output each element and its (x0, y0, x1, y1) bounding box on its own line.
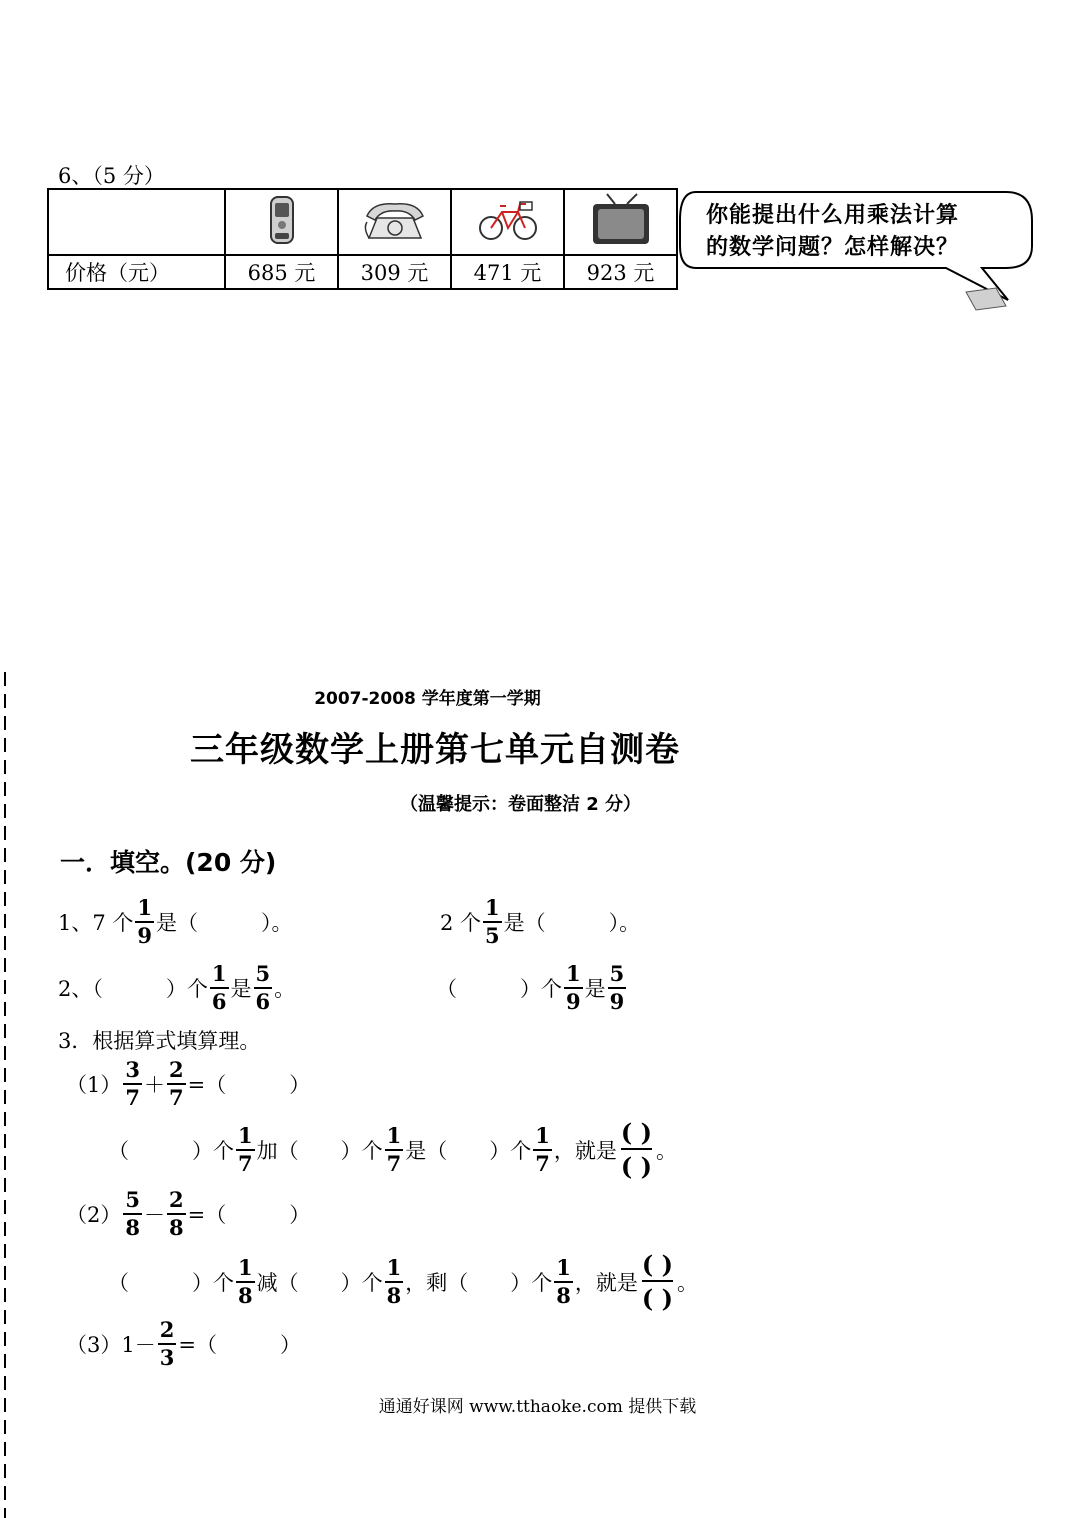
fraction (483, 896, 502, 948)
denominator: 9 (566, 989, 581, 1014)
telephone-icon (363, 198, 427, 242)
fraction (385, 1124, 404, 1176)
text: ，剩（ ）个 (405, 1271, 553, 1295)
numerator: 5 (609, 961, 625, 986)
denominator: 9 (609, 989, 625, 1014)
numerator: 5 (125, 1187, 140, 1212)
denominator: 8 (169, 1215, 184, 1240)
table-row (48, 255, 677, 289)
table-row (48, 189, 677, 255)
denominator: 3 (159, 1345, 175, 1370)
fraction (158, 1318, 177, 1370)
fraction (210, 962, 229, 1014)
fraction (167, 1188, 186, 1240)
tip-text: （温馨提示：卷面整洁 2 分） (400, 794, 642, 815)
denominator: 5 (485, 923, 500, 948)
operator: － (144, 1203, 165, 1227)
denominator: 8 (386, 1283, 402, 1308)
numerator: 1 (137, 895, 153, 920)
bubble-line: 你能提出什么用乘法计算 (706, 203, 960, 228)
numerator: 3 (125, 1057, 140, 1082)
bubble-line: 的数学问题？怎样解决？ (706, 235, 960, 260)
question-3-part1-reason (108, 1118, 677, 1182)
text: （ ）个 (108, 1271, 234, 1295)
text: 是（ ）。 (503, 911, 641, 935)
text: 加（ ）个 (256, 1139, 383, 1163)
text: ，就是 (574, 1271, 638, 1295)
denominator: 8 (556, 1283, 571, 1308)
bubble-text (706, 200, 1026, 264)
table-cell (451, 189, 564, 255)
table-cell (338, 189, 451, 255)
text: 2 个 (440, 911, 482, 935)
denominator: 7 (169, 1085, 184, 1110)
fraction (554, 1256, 573, 1308)
numerator: 2 (169, 1057, 184, 1082)
denominator: 6 (255, 989, 271, 1014)
footer-text: 通通好课网 www.tthaoke.com 提供下载 (378, 1397, 697, 1417)
fraction (385, 1256, 404, 1308)
numerator: 1 (238, 1255, 253, 1280)
section-heading: 一．填空。(20 分) (60, 848, 277, 877)
text: 。 (274, 977, 296, 1001)
numerator: 1 (485, 895, 500, 920)
fraction (608, 962, 627, 1014)
fraction (533, 1124, 552, 1176)
text: 是（ ）。 (156, 911, 293, 935)
numerator: 1 (566, 961, 581, 986)
question-3-heading: 3．根据算式填算理。 (58, 1029, 261, 1053)
term-heading: 2007-2008 学年度第一学期 (314, 689, 541, 709)
fraction (236, 1124, 255, 1176)
question-2a (58, 962, 295, 1014)
question-2b (436, 962, 628, 1014)
fraction (254, 962, 273, 1014)
fraction (236, 1256, 255, 1308)
price-cell: 685 元 (225, 255, 338, 289)
numerator: ( ) (641, 1250, 673, 1279)
price-cell: 471 元 (451, 255, 564, 289)
text: =（ ） (187, 1073, 311, 1097)
numerator: 1 (386, 1123, 402, 1148)
text: （3）1－ (66, 1333, 156, 1357)
fraction (123, 1058, 142, 1110)
table-corner-cell (48, 189, 225, 255)
mobile-phone-icon (269, 195, 295, 245)
text: （1） (66, 1073, 122, 1097)
text: 是 (230, 977, 252, 1001)
blank-fraction (642, 1250, 673, 1314)
bicycle-icon (478, 198, 538, 242)
question-6-label: 6、（5 分） (58, 164, 165, 188)
text: =（ ） (187, 1203, 311, 1227)
numerator: 1 (238, 1123, 253, 1148)
denominator: 7 (238, 1151, 253, 1176)
denominator: ( ) (642, 1280, 673, 1314)
question-1a (58, 896, 293, 948)
question-3-part3 (66, 1318, 301, 1370)
text: 。 (676, 1271, 698, 1295)
numerator: 1 (556, 1255, 571, 1280)
price-cell: 923 元 (564, 255, 677, 289)
denominator: 8 (125, 1215, 140, 1240)
blank-fraction (621, 1118, 652, 1182)
numerator: 1 (386, 1255, 402, 1280)
operator: ＋ (144, 1073, 165, 1097)
table-cell (564, 189, 677, 255)
text: 是（ ）个 (405, 1139, 532, 1163)
denominator: 7 (386, 1151, 402, 1176)
question-3-part2-reason (108, 1250, 698, 1314)
text: =（ ） (178, 1333, 301, 1357)
exam-title: 三年级数学上册第七单元自测卷 (190, 730, 680, 770)
fraction (564, 962, 583, 1014)
text: 减（ ）个 (256, 1271, 383, 1295)
text: （2） (66, 1203, 122, 1227)
denominator: 7 (535, 1151, 550, 1176)
text: 。 (655, 1139, 677, 1163)
question-3-part2 (66, 1188, 310, 1240)
text: 是 (584, 977, 606, 1001)
table-cell (225, 189, 338, 255)
numerator: 5 (255, 961, 271, 986)
price-label-cell: 价格（元） (48, 255, 225, 289)
fraction (167, 1058, 186, 1110)
text: （ ）个 (108, 1139, 234, 1163)
fraction (123, 1188, 142, 1240)
price-cell: 309 元 (338, 255, 451, 289)
fraction (135, 896, 154, 948)
text: ，就是 (553, 1139, 617, 1163)
question-1b (440, 896, 640, 948)
numerator: 2 (159, 1317, 175, 1342)
denominator: ( ) (621, 1148, 652, 1182)
numerator: 2 (169, 1187, 184, 1212)
text: 1、7 个 (58, 911, 134, 935)
text: （ ）个 (436, 977, 562, 1001)
price-table (47, 188, 678, 290)
denominator: 8 (238, 1283, 253, 1308)
denominator: 7 (125, 1085, 140, 1110)
denominator: 6 (211, 989, 227, 1014)
text: 2、（ ）个 (58, 977, 208, 1001)
numerator: 1 (535, 1123, 550, 1148)
numerator: 1 (211, 961, 227, 986)
question-3-part1 (66, 1058, 310, 1110)
television-icon (589, 192, 653, 248)
denominator: 9 (137, 923, 153, 948)
numerator: ( ) (620, 1118, 652, 1147)
